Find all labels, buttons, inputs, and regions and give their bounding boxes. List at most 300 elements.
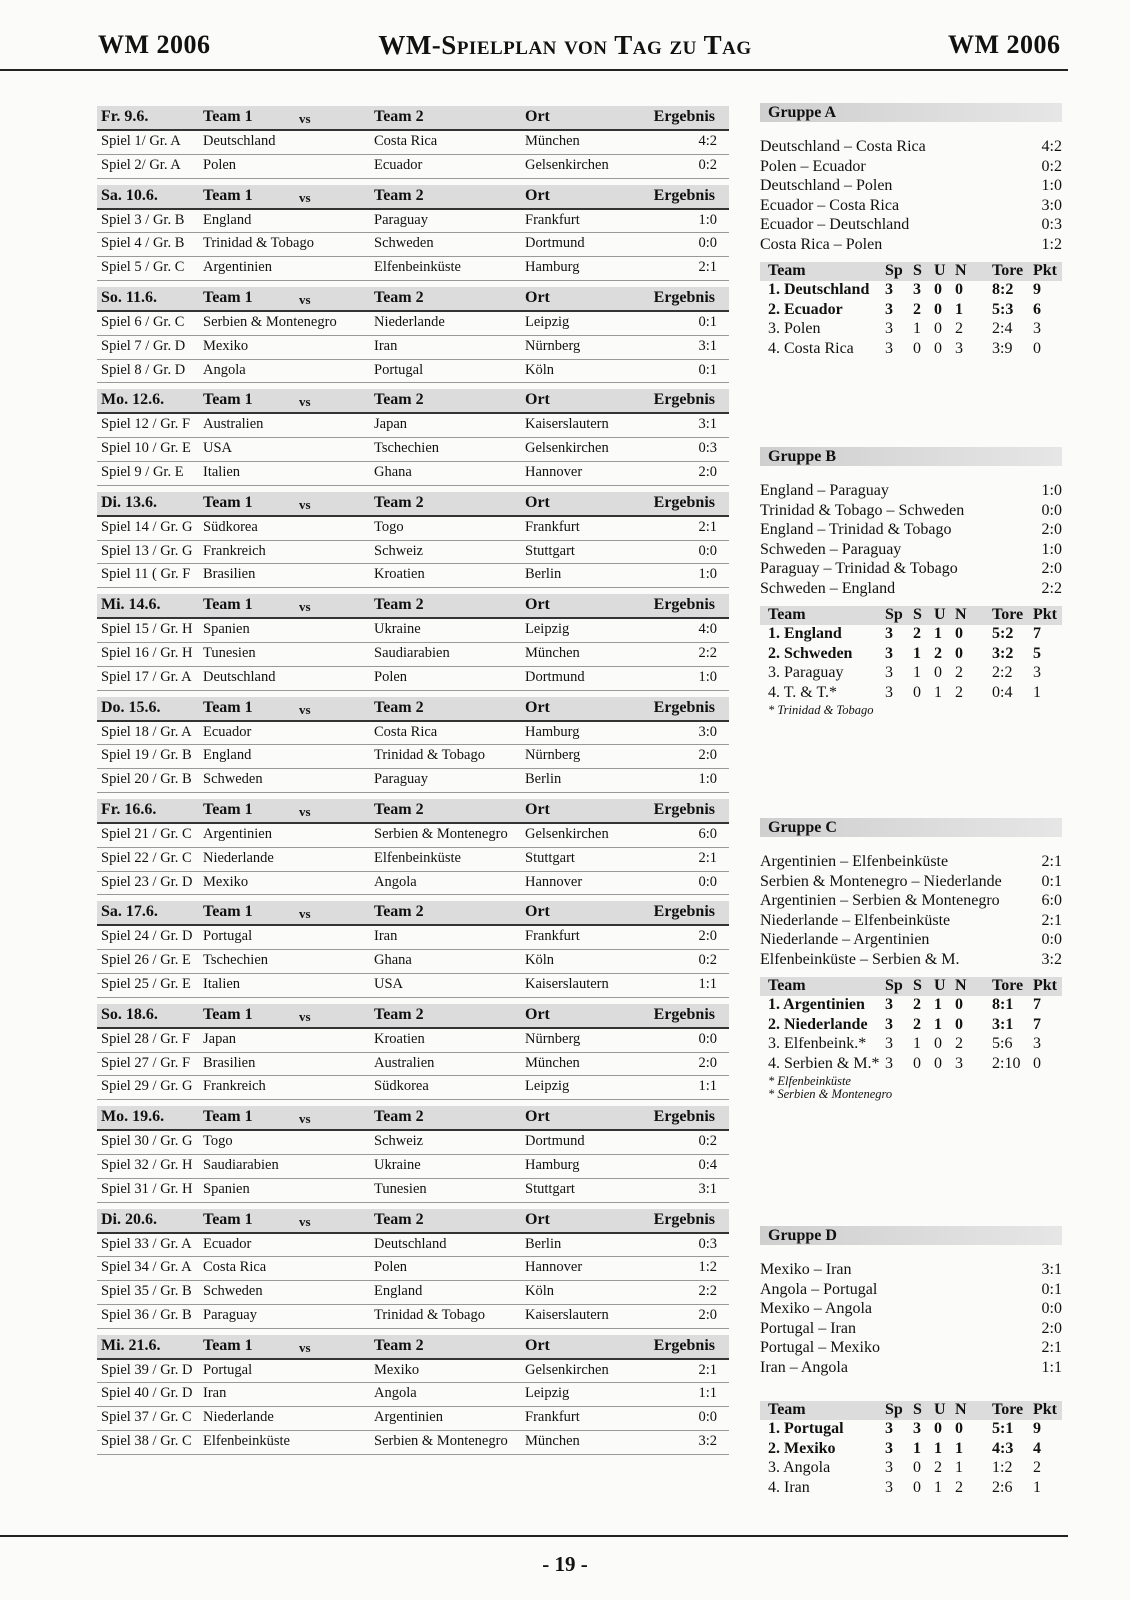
standings-tore: 2:10 xyxy=(992,1054,1021,1072)
team2: Ukraine xyxy=(374,1156,421,1173)
group-match-teams: England – Paraguay xyxy=(760,482,889,499)
standings-table xyxy=(760,1401,1062,1499)
col-ort-header: Ort xyxy=(525,288,550,306)
col-ergebnis-header: Ergebnis xyxy=(653,108,715,125)
team2: Ukraine xyxy=(374,621,421,638)
team1: Elfenbeinküste xyxy=(203,1433,290,1450)
standings-tore: 8:1 xyxy=(992,996,1014,1014)
result: 1:0 xyxy=(698,771,717,788)
team1: Frankreich xyxy=(203,542,266,559)
team2: Kroatien xyxy=(374,566,425,583)
match-number: Spiel 34 / Gr. A xyxy=(101,1259,192,1276)
match-row xyxy=(97,1407,729,1431)
team1: Schweden xyxy=(203,771,263,788)
group-match-teams: Paraguay – Trinidad & Tobago xyxy=(760,560,958,578)
match-number: Spiel 37 / Gr. C xyxy=(101,1409,192,1426)
standings-sp: 3 xyxy=(885,1478,893,1496)
match-row xyxy=(97,1431,729,1455)
match-number: Spiel 13 / Gr. G xyxy=(101,542,193,559)
standings-pkt: 9 xyxy=(1033,1420,1041,1438)
match-row xyxy=(97,233,729,257)
col-ort-header: Ort xyxy=(525,800,550,818)
day-date: So. 18.6. xyxy=(101,1005,158,1023)
standings-team: 3. Angola xyxy=(768,1459,831,1477)
standings-team: 1. England xyxy=(768,625,842,643)
result: 0:3 xyxy=(698,440,717,457)
match-row xyxy=(97,257,729,281)
match-number: Spiel 5 / Gr. C xyxy=(101,259,185,276)
standings-tore: 5:1 xyxy=(992,1420,1014,1438)
team1: Argentinien xyxy=(203,825,272,842)
standings-table xyxy=(760,977,1062,1075)
standings-s: 2 xyxy=(913,996,921,1014)
venue: Leipzig xyxy=(525,621,570,638)
standings-pkt: 9 xyxy=(1033,281,1041,299)
result: 1:0 xyxy=(698,566,717,583)
standings-tore: 5:6 xyxy=(992,1035,1013,1053)
match-number: Spiel 31 / Gr. H xyxy=(101,1180,193,1197)
standings-pkt: 7 xyxy=(1033,996,1041,1014)
team2: Tschechien xyxy=(374,440,440,457)
day-header xyxy=(97,901,729,926)
match-row xyxy=(97,155,729,179)
group-match-teams: Portugal – Iran xyxy=(760,1319,856,1337)
standings-s: 3 xyxy=(913,281,921,299)
standings-sp: 3 xyxy=(885,300,893,318)
col-ergebnis-header: Ergebnis xyxy=(653,1210,715,1228)
standings-sp: 3 xyxy=(885,1459,893,1477)
standings-team: 4. T. & T.* xyxy=(768,683,838,701)
match-row xyxy=(97,1360,729,1384)
group-match xyxy=(760,912,1062,932)
col-team2-header: Team 2 xyxy=(374,288,424,306)
group-match xyxy=(760,853,1062,873)
standings-s: 2 xyxy=(913,625,921,643)
group-match-teams: Deutschland – Polen xyxy=(760,177,893,195)
match-row xyxy=(97,414,729,438)
standings-row xyxy=(760,281,1062,301)
result: 0:3 xyxy=(698,1235,717,1252)
team2: Polen xyxy=(374,668,408,685)
group-match xyxy=(760,1320,1062,1340)
col-vs-header: vs xyxy=(299,496,311,512)
standings-col-sp: Sp xyxy=(885,261,903,279)
match-row xyxy=(97,974,729,998)
standings-row xyxy=(760,645,1062,665)
result: 0:0 xyxy=(698,873,717,890)
result: 3:1 xyxy=(698,416,717,433)
standings-u: 0 xyxy=(934,281,942,299)
page-header xyxy=(0,0,1130,72)
venue: Stuttgart xyxy=(525,542,575,559)
venue: Hamburg xyxy=(525,1156,580,1173)
day-header xyxy=(97,697,729,722)
group-match-result: 0:0 xyxy=(1041,931,1062,949)
match-row xyxy=(97,462,729,486)
day-date: Mo. 19.6. xyxy=(101,1108,165,1126)
match-number: Spiel 3 / Gr. B xyxy=(101,211,185,228)
day-date: Mo. 12.6. xyxy=(101,391,165,409)
footnote: * Elfenbeinküste xyxy=(768,1073,851,1088)
team2: Trinidad & Tobago xyxy=(374,1306,485,1323)
result: 0:4 xyxy=(698,1156,717,1173)
standings-u: 1 xyxy=(934,625,942,643)
standings-row xyxy=(760,1055,1062,1075)
team1: Niederlande xyxy=(203,849,274,866)
col-vs-header: vs xyxy=(299,906,311,922)
match-row xyxy=(97,1029,729,1053)
team1: Mexiko xyxy=(203,873,249,890)
col-vs-header: vs xyxy=(299,291,311,307)
match-row xyxy=(97,769,729,793)
match-number: Spiel 27 / Gr. F xyxy=(101,1054,191,1071)
team2: Deutschland xyxy=(374,1235,447,1252)
col-vs-header: vs xyxy=(299,189,311,205)
team2: Argentinien xyxy=(374,1409,443,1426)
standings-tore: 3:1 xyxy=(992,1015,1014,1033)
standings-u: 1 xyxy=(934,1015,942,1033)
result: 3:0 xyxy=(698,723,717,740)
group-match-teams: Schweden – Paraguay xyxy=(760,540,902,558)
group-match xyxy=(760,216,1062,236)
venue: München xyxy=(525,133,580,149)
standings-row xyxy=(760,340,1062,360)
day-date: Fr. 9.6. xyxy=(101,108,149,125)
group-match xyxy=(760,158,1062,178)
group-match xyxy=(760,1281,1062,1301)
venue: Leipzig xyxy=(525,1385,570,1402)
team2: Angola xyxy=(374,873,417,890)
venue: Nürnberg xyxy=(525,1030,581,1047)
match-number: Spiel 10 / Gr. E xyxy=(101,440,191,457)
standings-col-team: Team xyxy=(768,976,806,994)
header-left: WM 2006 xyxy=(98,30,211,59)
bottom-rule xyxy=(0,1535,1068,1537)
match-number: Spiel 11 ( Gr. F xyxy=(101,566,191,583)
standings-row xyxy=(760,320,1062,340)
day-header xyxy=(97,594,729,619)
standings-tore: 2:4 xyxy=(992,320,1013,338)
venue: Berlin xyxy=(525,771,562,788)
standings-u: 0 xyxy=(934,664,942,682)
match-row xyxy=(97,541,729,565)
match-number: Spiel 7 / Gr. D xyxy=(101,337,186,354)
standings-n: 0 xyxy=(955,996,963,1014)
venue: München xyxy=(525,1433,580,1450)
result: 2:0 xyxy=(698,463,717,480)
standings-s: 2 xyxy=(913,1015,921,1033)
group-match-teams: Mexiko – Angola xyxy=(760,1300,872,1318)
standings-col-s: S xyxy=(913,1400,922,1418)
team2: Schweiz xyxy=(374,1133,424,1150)
result: 2:2 xyxy=(698,1283,717,1300)
standings-col-n: N xyxy=(955,976,967,994)
group-match-result: 0:0 xyxy=(1041,501,1062,519)
day-header xyxy=(97,799,729,824)
header-right: WM 2006 xyxy=(948,30,1061,59)
venue: Leipzig xyxy=(525,1078,570,1095)
result: 6:0 xyxy=(698,825,717,842)
standings-s: 0 xyxy=(913,683,921,701)
standings-col-sp: Sp xyxy=(885,1400,903,1418)
venue: Gelsenkirchen xyxy=(525,156,609,173)
standings-pkt: 3 xyxy=(1033,664,1041,682)
team1: Saudiarabien xyxy=(203,1156,279,1173)
standings-table xyxy=(760,606,1062,704)
match-number: Spiel 14 / Gr. G xyxy=(101,518,193,535)
standings-tore: 8:2 xyxy=(992,281,1014,299)
team2: USA xyxy=(374,975,404,992)
standings-col-u: U xyxy=(934,261,946,279)
match-number: Spiel 22 / Gr. C xyxy=(101,849,192,866)
standings-row xyxy=(760,1440,1062,1460)
result: 2:1 xyxy=(698,518,717,535)
standings-pkt: 3 xyxy=(1033,1035,1041,1053)
team2: Tunesien xyxy=(374,1180,427,1197)
col-ort-header: Ort xyxy=(525,186,550,204)
standings-team: 4. Serbien & M.* xyxy=(768,1054,880,1072)
top-rule xyxy=(0,69,1068,71)
col-vs-header: vs xyxy=(299,1339,311,1355)
match-number: Spiel 8 / Gr. D xyxy=(101,361,186,378)
standings-pkt: 4 xyxy=(1033,1439,1041,1457)
standings-header xyxy=(760,977,1062,997)
day-header xyxy=(97,185,729,210)
page-number: - 19 - xyxy=(542,1552,588,1576)
day-header xyxy=(97,389,729,414)
venue: Stuttgart xyxy=(525,849,575,866)
standings-tore: 3:9 xyxy=(992,339,1013,357)
standings-tore: 2:2 xyxy=(992,664,1013,682)
col-team2-header: Team 2 xyxy=(374,903,424,921)
match-row xyxy=(97,336,729,360)
standings-n: 0 xyxy=(955,625,963,643)
group-match-result: 2:0 xyxy=(1041,521,1062,539)
group-match-result: 6:0 xyxy=(1041,892,1062,910)
group-match xyxy=(760,197,1062,217)
match-row xyxy=(97,1179,729,1203)
result: 0:1 xyxy=(698,361,717,378)
standings-header xyxy=(760,1401,1062,1421)
venue: Berlin xyxy=(525,1235,562,1252)
standings-team: 4. Costa Rica xyxy=(768,339,854,357)
standings-u: 0 xyxy=(934,300,942,318)
team2: Paraguay xyxy=(374,211,428,228)
group-match-result: 3:0 xyxy=(1041,196,1062,214)
group-match-result: 0:1 xyxy=(1041,1280,1062,1298)
team1: Portugal xyxy=(203,1361,253,1378)
group-match xyxy=(760,541,1062,561)
col-ergebnis-header: Ergebnis xyxy=(653,391,715,409)
col-vs-header: vs xyxy=(299,599,311,615)
standings-u: 0 xyxy=(934,1420,942,1438)
team1: Togo xyxy=(203,1133,233,1150)
group-match xyxy=(760,502,1062,522)
day-header xyxy=(97,1335,729,1360)
team2: Iran xyxy=(374,337,398,354)
standings-n: 1 xyxy=(955,1439,963,1457)
venue: Dortmund xyxy=(525,1133,585,1150)
team1: Tunesien xyxy=(203,644,256,661)
day-block xyxy=(97,1106,729,1202)
venue: Kaiserslautern xyxy=(525,975,609,992)
standings-tore: 1:2 xyxy=(992,1459,1013,1477)
match-row xyxy=(97,848,729,872)
standings-n: 0 xyxy=(955,644,963,662)
match-row xyxy=(97,131,729,155)
col-team1-header: Team 1 xyxy=(203,493,253,511)
team1: Brasilien xyxy=(203,1054,256,1071)
standings-col-sp: Sp xyxy=(885,976,903,994)
team2: Serbien & Montenegro xyxy=(374,1433,508,1450)
standings-col-pkt: Pkt xyxy=(1033,605,1057,623)
col-team2-header: Team 2 xyxy=(374,596,424,614)
standings-pkt: 5 xyxy=(1033,644,1041,662)
col-ort-header: Ort xyxy=(525,391,550,409)
match-number: Spiel 28 / Gr. F xyxy=(101,1030,191,1047)
group-match xyxy=(760,1300,1062,1320)
group-match-teams: Deutschland – Costa Rica xyxy=(760,138,926,155)
col-ort-header: Ort xyxy=(525,108,550,125)
footnote: * Trinidad & Tobago xyxy=(768,702,874,717)
standings-tore: 5:2 xyxy=(992,625,1014,643)
standings-sp: 3 xyxy=(885,281,893,299)
team1: Polen xyxy=(203,156,237,173)
result: 1:1 xyxy=(698,1385,717,1402)
group-match-result: 2:0 xyxy=(1041,560,1062,578)
venue: Berlin xyxy=(525,566,562,583)
group-match-result: 2:2 xyxy=(1041,579,1062,597)
col-ergebnis-header: Ergebnis xyxy=(653,903,715,921)
team2: Kroatien xyxy=(374,1030,425,1047)
day-date: Fr. 16.6. xyxy=(101,800,157,818)
match-row xyxy=(97,619,729,643)
result: 0:2 xyxy=(698,156,717,173)
match-row xyxy=(97,722,729,746)
standings-tore: 5:3 xyxy=(992,300,1014,318)
standings-col-tore: Tore xyxy=(992,261,1024,279)
group-match-teams: Costa Rica – Polen xyxy=(760,235,883,253)
day-block xyxy=(97,697,729,793)
group-box xyxy=(760,818,1062,1101)
standings-s: 0 xyxy=(913,339,921,357)
team1: Portugal xyxy=(203,928,253,945)
group-match-teams: Argentinien – Serbien & Montenegro xyxy=(760,892,1000,910)
team2: Trinidad & Tobago xyxy=(374,747,485,764)
standings-s: 0 xyxy=(913,1054,921,1072)
match-number: Spiel 26 / Gr. E xyxy=(101,952,191,969)
standings-col-u: U xyxy=(934,605,946,623)
day-block xyxy=(97,594,729,690)
col-vs-header: vs xyxy=(299,111,311,126)
match-row xyxy=(97,643,729,667)
standings-sp: 3 xyxy=(885,1035,893,1053)
group-match-result: 2:0 xyxy=(1041,1319,1062,1337)
match-number: Spiel 30 / Gr. G xyxy=(101,1133,193,1150)
group-match xyxy=(760,1261,1062,1281)
day-block xyxy=(97,389,729,485)
col-ergebnis-header: Ergebnis xyxy=(653,596,715,614)
team2: Paraguay xyxy=(374,771,428,788)
standings-u: 2 xyxy=(934,644,942,662)
venue: Leipzig xyxy=(525,313,570,330)
standings-team: 2. Mexiko xyxy=(768,1439,836,1457)
standings-u: 0 xyxy=(934,1035,942,1053)
col-team2-header: Team 2 xyxy=(374,1210,424,1228)
standings-n: 0 xyxy=(955,281,963,299)
standings-pkt: 1 xyxy=(1033,1478,1041,1496)
standings-u: 2 xyxy=(934,1459,942,1477)
standings-tore: 4:3 xyxy=(992,1439,1014,1457)
standings-col-tore: Tore xyxy=(992,1400,1024,1418)
group-match xyxy=(760,931,1062,951)
day-block xyxy=(97,287,729,383)
team1: Australien xyxy=(203,416,264,433)
col-team1-header: Team 1 xyxy=(203,391,253,409)
day-date: Di. 20.6. xyxy=(101,1210,157,1228)
col-team2-header: Team 2 xyxy=(374,391,424,409)
standings-u: 0 xyxy=(934,339,942,357)
standings-row xyxy=(760,301,1062,321)
day-date: Di. 13.6. xyxy=(101,493,157,511)
col-team1-header: Team 1 xyxy=(203,1005,253,1023)
team1: USA xyxy=(203,440,233,457)
standings-pkt: 7 xyxy=(1033,1015,1041,1033)
match-number: Spiel 23 / Gr. D xyxy=(101,873,193,890)
col-ergebnis-header: Ergebnis xyxy=(653,288,715,306)
standings-n: 0 xyxy=(955,1420,963,1438)
team2: Ghana xyxy=(374,463,412,480)
standings-sp: 3 xyxy=(885,320,893,338)
group-match-teams: Schweden – England xyxy=(760,579,896,597)
group-match xyxy=(760,138,1062,158)
page-title: WM-Spielplan von Tag zu Tag xyxy=(378,30,752,60)
col-team1-header: Team 1 xyxy=(203,186,253,204)
team1: Ecuador xyxy=(203,1235,252,1252)
day-date: Sa. 10.6. xyxy=(101,186,158,204)
col-vs-header: vs xyxy=(299,1111,311,1127)
result: 0:0 xyxy=(698,1030,717,1047)
standings-row xyxy=(760,684,1062,704)
standings-pkt: 3 xyxy=(1033,320,1041,338)
team1: Iran xyxy=(203,1385,227,1402)
col-team1-header: Team 1 xyxy=(203,903,253,921)
result: 3:2 xyxy=(698,1433,717,1450)
group-match-result: 2:1 xyxy=(1041,1339,1062,1357)
col-ergebnis-header: Ergebnis xyxy=(653,493,715,511)
col-ergebnis-header: Ergebnis xyxy=(653,1336,715,1354)
standings-u: 1 xyxy=(934,996,942,1014)
day-header xyxy=(97,1209,729,1234)
group-match xyxy=(760,560,1062,580)
group-match-teams: Ecuador – Costa Rica xyxy=(760,196,900,214)
standings-col-n: N xyxy=(955,605,967,623)
col-team2-header: Team 2 xyxy=(374,1108,424,1126)
standings-row xyxy=(760,1459,1062,1479)
day-block xyxy=(97,799,729,895)
standings-col-sp: Sp xyxy=(885,605,903,623)
col-vs-header: vs xyxy=(299,803,311,819)
standings-n: 1 xyxy=(955,1459,963,1477)
group-match-teams: Polen – Ecuador xyxy=(760,157,866,175)
team1: Ecuador xyxy=(203,723,252,740)
group-title: Gruppe A xyxy=(760,103,1062,122)
match-row xyxy=(97,1257,729,1281)
standings-n: 2 xyxy=(955,1478,963,1496)
match-number: Spiel 17 / Gr. A xyxy=(101,668,192,685)
group-match-result: 3:1 xyxy=(1041,1261,1062,1278)
venue: Dortmund xyxy=(525,668,585,685)
